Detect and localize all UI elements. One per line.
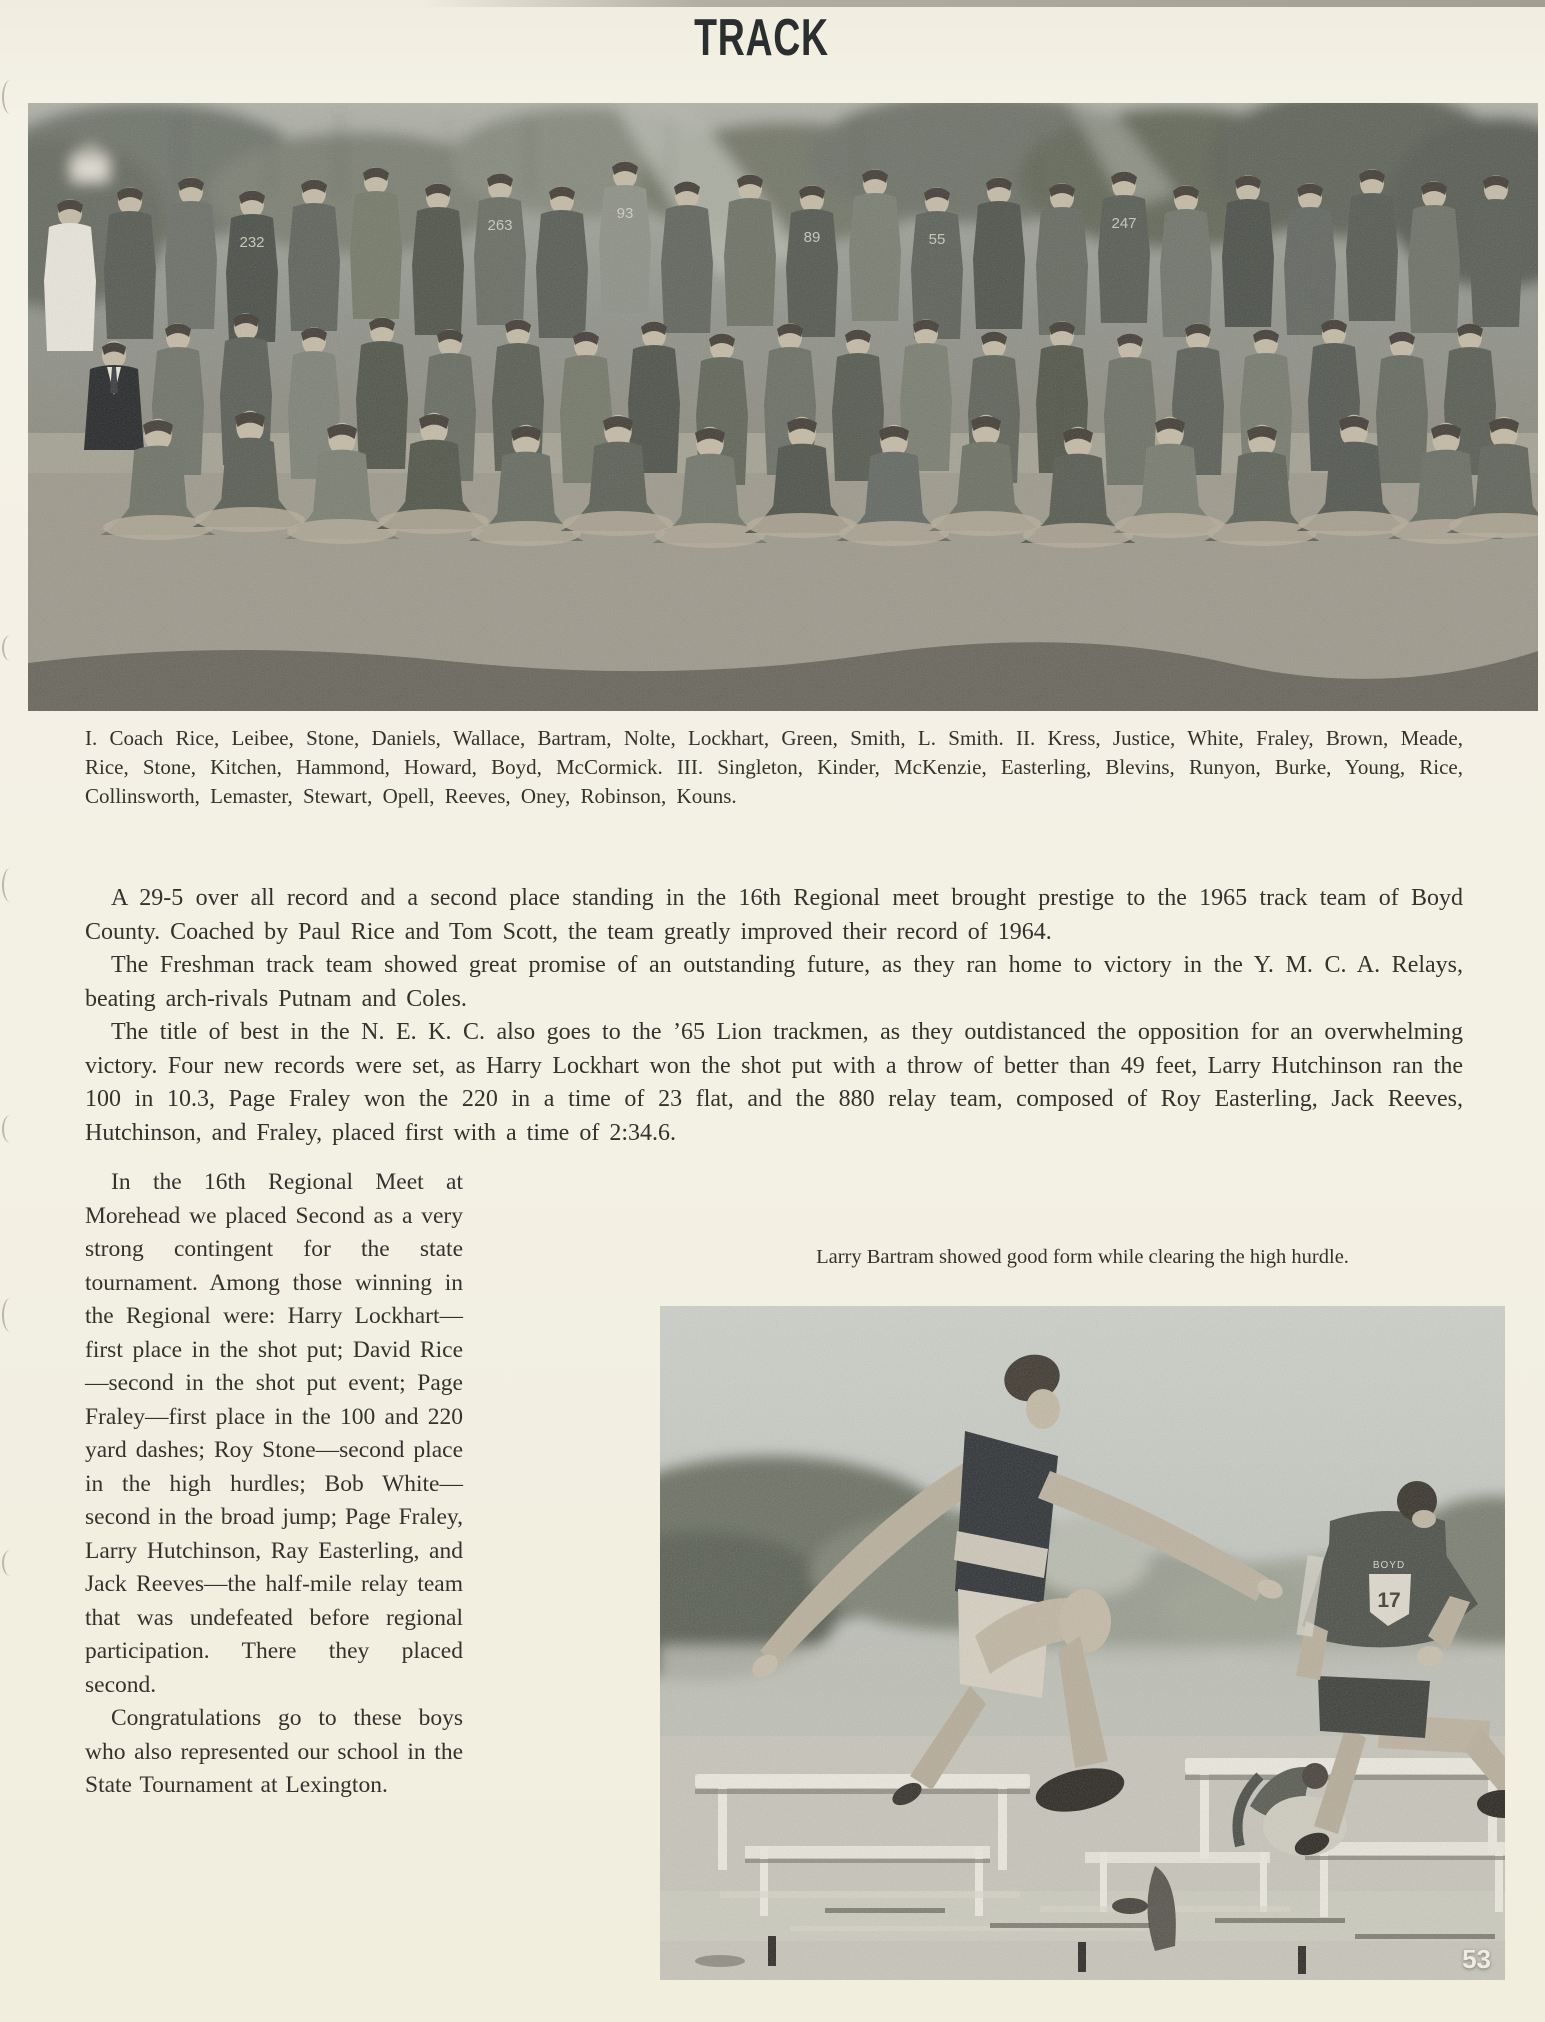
scan-artifact: [2, 635, 16, 661]
article-paragraph: A 29-5 over all record and a second place standing in the 16th Regional meet brought prestige to the 1965 track team of Boyd County. Coached by Paul Rice and Tom Scott, the team greatly improved their record of 1964.: [85, 885, 1463, 945]
scan-artifact: [2, 1298, 16, 1332]
column-paragraph: In the 16th Regional Meet at Morehead we placed Second as a very strong contingent for the state tournament. Among those winning in the Regional were: Harry Lockhart—first place in the shot put; David Rice—second in the shot put event; Page Fraley—first place in the 100 and 220 yard dashes; Roy Stone—second place in the high hurdles; Bob White—second in the broad jump; Page Fraley, Larry Hutchinson, Ray Easterling, and Jack Reeves—the half-mile relay team that was undefeated before regional participation. There they placed second.: [85, 1169, 463, 1698]
jersey-number: 55: [928, 231, 946, 248]
page-number: 53: [1462, 1944, 1491, 1974]
scan-artifact: [2, 80, 16, 114]
jersey-number: 89: [803, 229, 821, 246]
scan-artifact: [2, 868, 16, 902]
jersey-number: 17: [1377, 1589, 1401, 1612]
hurdle-photo-illustration: [660, 1306, 1505, 1980]
scan-artifact: [2, 1115, 16, 1143]
article-text: [85, 882, 1463, 1150]
jersey-number: 247: [1111, 215, 1137, 232]
team-photo: [28, 103, 1538, 711]
jersey-number: 263: [487, 217, 513, 234]
page-title: TRACK: [694, 9, 829, 67]
scan-edge-artifact: [420, 0, 1545, 7]
scan-artifact: [2, 1550, 16, 1576]
hurdle-photo: [660, 1306, 1505, 1980]
jersey-text: BOYD: [1372, 1560, 1406, 1571]
column-paragraph: Congratulations go to these boys who also represented our school in the State Tournament at Lexington.: [85, 1705, 463, 1798]
jersey-number: 93: [616, 205, 634, 222]
article-paragraph: The Freshman track team showed great promise of an outstanding future, as they ran home to victory in the Y. M. C. A. Relays, beating arch-rivals Putnam and Coles.: [85, 952, 1463, 1012]
jersey-number: 232: [239, 234, 265, 251]
article-paragraph: The title of best in the N. E. K. C. also goes to the ’65 Lion trackmen, as they outdistanced the opposition for an overwhelming victory. Four new records were set, as Harry Lockhart won the shot put with a throw of better than 49 feet, Larry Hutchinson ran the 100 in 10.3, Page Fraley won the 220 in a time of 23 flat, and the 880 relay team, composed of Roy Easterling, Jack Reeves, Hutchinson, and Fraley, placed first with a time of 2:34.6.: [85, 1019, 1463, 1146]
team-photo-illustration: [28, 103, 1538, 711]
team-photo-caption: I. Coach Rice, Leibee, Stone, Daniels, Wallace, Bartram, Nolte, Lockhart, Green, Smith, L. Smith. II. Kress, Justice, White, Fraley, Brown, Meade, Rice, Stone, Kitchen, Hammond, Howard, Boyd, McCormick. III. Singleton, Kinder, McKenzie, Easterling, Blevins, Runyon, Burke, Young, Rice, Collinsworth, Lemaster, Stewart, Opell, Reeves, Oney, Robinson, Kouns.: [85, 726, 1463, 808]
hurdle-photo-caption: Larry Bartram showed good form while clearing the high hurdle.: [816, 1246, 1349, 1268]
article-left-column: [85, 1166, 463, 1803]
